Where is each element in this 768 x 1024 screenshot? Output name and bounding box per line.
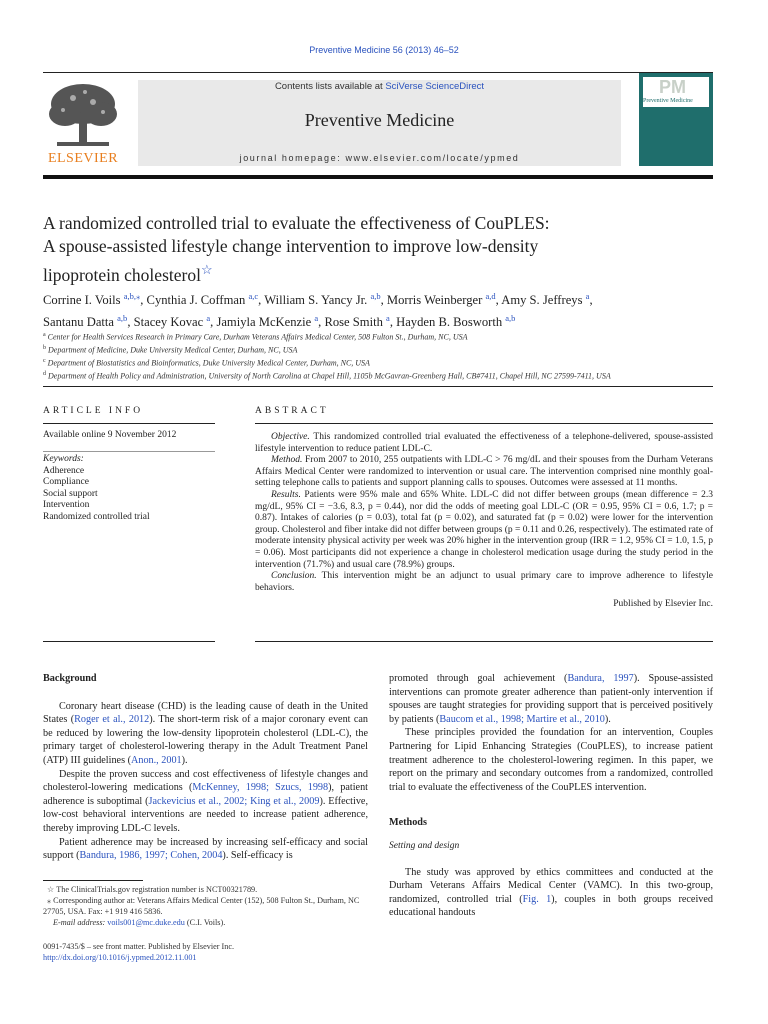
keywords [43,454,223,523]
reference-link[interactable]: Bandura, 1986, 1997; Cohen, 2004 [79,850,223,862]
article-title: A randomized controlled trial to evaluate the effectiveness of CouPLES: A spouse-assisted lifestyle change intervention to improve low-density lipoprotein cholesterol☆ [43,213,550,285]
front-matter [43,941,368,963]
author-list [43,288,733,331]
author: Morris Weinberger $^{a,d}$, [386,291,502,308]
paragraph: The study was approved by ethics committees and conducted at the Durham Veterans Affairs Medical Center (VAMC). In this two-group, randomized, controlled trial (Fig. 1), couples in both groups received educational handouts [389,866,713,919]
paragraph: Coronary heart disease (CHD) is the leading cause of death in the United States (Roger et al., 2012). The short-term risk of a major coronary event can be reduced by lowering the low-density lipoprotein cholesterol (LDL-C), the primary target of cholesterol-lowering therapy in the Adult Treatment Panel (ATP) III guidelines (Anon., 2001). [43,700,368,766]
abstract-results: Results. Patients were 95% male and 65% White. LDL-C did not differ between groups (mean difference = 2.3 mg/dL, 95% CI = −3.6, 8.3, p = 0.44), nor did the odds of meeting goal LDL-C (OR = 0.95, 95% CI = 0.6, 1.7; p = 0.87). Intakes of calories (p = 0.03), total fat (p = 0.02), and saturated fat (p = 0.02) were lower for the intervention group. Cholesterol and fiber intake did not differ between groups (p = 0.11 and 0.26, respectively). The estimated rate of moderate intensity physical activity per week was 20% higher in the intervention group (IRR = 1.2, 95% CI = 1.0, 1.5, p = 0.06). Most participants did not experience a change in cholesterol medication usage during the study period in the intervention (71.7%) and usual care (78.9%) groups. [255,489,713,570]
abstract-objective: Objective. This randomized controlled trial evaluated the effectiveness of a telephone-delivered, spouse-assisted lifestyle intervention to reduce patient LDL-C. [255,432,713,454]
footnote-corresponding: ⁎ Corresponding author at: Veterans Affairs Medical Center (152), 508 Fulton St., Durham, NC 27705, USA. Fax: +1 919 416 5836. [43,896,360,916]
email-link[interactable]: voils001@mc.duke.edu [107,918,185,927]
reference-link[interactable]: Anon., 2001 [131,754,182,766]
author: William S. Yancy Jr. $^{a,b}$, [264,291,387,308]
reference-link[interactable]: Bandura, 1997 [567,673,634,684]
author: Santanu Datta $^{a,b}$, [43,312,134,329]
header-rule [43,72,713,73]
journal-citation[interactable]: Preventive Medicine 56 (2013) 46–52 [309,45,459,55]
cover-logo: PM [659,77,686,97]
author: Rose Smith $^a$, [324,312,397,329]
paragraph: Despite the proven success and cost effectiveness of lifestyle changes and cholesterol-lowering medications (McKenney, 1998; Szucs, 1998), patient adherence is suboptimal (Jackevicius et al., 2002; King et al., 2009). Effective, low-cost behavioral interventions are needed to increase patient adherence, thereby improving LDL-C levels. [43,768,368,834]
title-footnote-mark[interactable]: ☆ [200,262,213,277]
affiliation: $^b$ Department of Medicine, Duke University Medical Center, Durham, NC, USA [43,344,298,355]
keyword: Compliance [43,477,89,487]
divider [43,423,215,424]
sciencedirect-link[interactable]: SciVerse ScienceDirect [385,81,485,92]
reference-link[interactable]: Baucom et al., 1998; Martire et al., 2010 [439,713,605,725]
affiliation: $^a$ Center for Health Services Research in Primary Care, Durham Veterans Affairs Medical Center, 508 Fulton St., Durham, NC, USA [43,332,468,342]
abstract-conclusion: Conclusion. This intervention might be an adjunct to usual primary care to improve adherence to lifestyle behaviors. [255,571,713,593]
affiliation: $^d$ Department of Health Policy and Administration, University of North Carolina at Chapel Hill, 1105b McGavran-Greenberg Hall, CB#7411, Chapel Hill, NC 27599-7411, USA [43,370,611,381]
header-rule-thick [43,175,713,179]
paragraph: promoted through goal achievement (Bandura, 1997). Spouse-assisted interventions can promote greater adherence than patient-only intervention if spouses are taught strategies for providing support that is perceived positively by patients (Baucom et al., 1998; Martire et al., 2010). [389,673,713,725]
section-heading-background: Background [43,673,97,684]
journal-name: Preventive Medicine [304,110,455,130]
author: Amy S. Jeffreys $^a$, [501,291,593,308]
footnote-email: E-mail address: voils001@mc.duke.edu (C.I. Voils). [53,918,226,927]
paragraph: Patient adherence may be increased by increasing self-efficacy and social support (Bandura, 1986, 1997; Cohen, 2004). Self-efficacy is [43,836,368,862]
divider [255,423,713,424]
issn-line: 0091-7435/$ – see front matter. Published by Elsevier Inc. [43,942,235,951]
cover-subtitle: Preventive Medicine [643,98,693,104]
keyword: Randomized controlled trial [43,511,150,522]
right-column [389,672,713,920]
available-online: Available online 9 November 2012 [43,430,177,440]
divider [255,641,713,642]
journal-cover [639,73,713,166]
keyword: Intervention [43,500,90,510]
keyword: Adherence [43,465,85,476]
footnote-trial: ☆ The ClinicalTrials.gov registration number is NCT00321789. [47,885,258,894]
subsection-heading-setting: Setting and design [389,840,460,851]
divider [43,451,215,452]
author: Stacey Kovac $^a$, [133,312,217,329]
footnote-rule [43,880,143,881]
author: Cynthia J. Coffman $^{a,c}$, [146,291,265,308]
reference-link[interactable]: McKenney, 1998; Szucs, 1998 [192,782,329,794]
abstract-method: Method. From 2007 to 2010, 255 outpatients with LDL-C > 76 mg/dL and their spouses from the Durham Veterans Affairs Medical Center were randomized to intervention or usual care. The intervention comprised nine monthly goal-setting telephone calls to patients and support planning calls to spouses. Outcomes were assessed at 11 months. [255,455,713,489]
journal-homepage[interactable]: journal homepage: www.elsevier.com/locate/ypmed [239,153,520,163]
author: Hayden B. Bosworth $^{a,b}$ [396,312,516,329]
affiliations [43,330,733,382]
affiliation: $^c$ Department of Biostatistics and Bioinformatics, Duke University Medical Center, Durham, NC, USA [43,357,370,368]
author: Corrine I. Voils $^{a,b,⁎}$, [43,291,147,308]
contents-line [138,81,621,92]
reference-link[interactable]: Roger et al., 2012 [74,714,150,726]
section-heading-methods: Methods [389,817,427,829]
keyword: Social support [43,488,98,499]
divider [43,386,713,387]
elsevier-wordmark: ELSEVIER [47,151,119,166]
contents-prefix: Contents lists available at [274,81,386,92]
published-by: Published by Elsevier Inc. [613,599,713,610]
elsevier-logo [43,80,123,168]
keywords-label: Keywords: [43,454,84,464]
abstract-body [255,432,713,611]
reference-link[interactable]: Jackevicius et al., 2002; King et al., 2009 [148,795,320,807]
divider [43,641,215,642]
author: Jamiyla McKenzie $^a$, [216,312,325,329]
left-column [43,672,368,863]
figure-link[interactable]: Fig. 1 [522,893,552,905]
doi-link[interactable]: http://dx.doi.org/10.1016/j.ypmed.2012.11.001 [43,953,197,962]
abstract-heading: ABSTRACT [255,406,329,416]
paragraph: These principles provided the foundation for an intervention, Couples Partnering for Lipid Enhancing Strategies (CouPLES), to increase patient treatment adherence to the cholesterol-lowering regimen. In this paper, we report on the primary and secondary outcomes from a randomized, controlled trial to evaluate the effectiveness of the CouPLES intervention. [389,727,713,793]
footnotes [43,884,368,928]
article-info-heading: ARTICLE INFO [43,406,144,416]
